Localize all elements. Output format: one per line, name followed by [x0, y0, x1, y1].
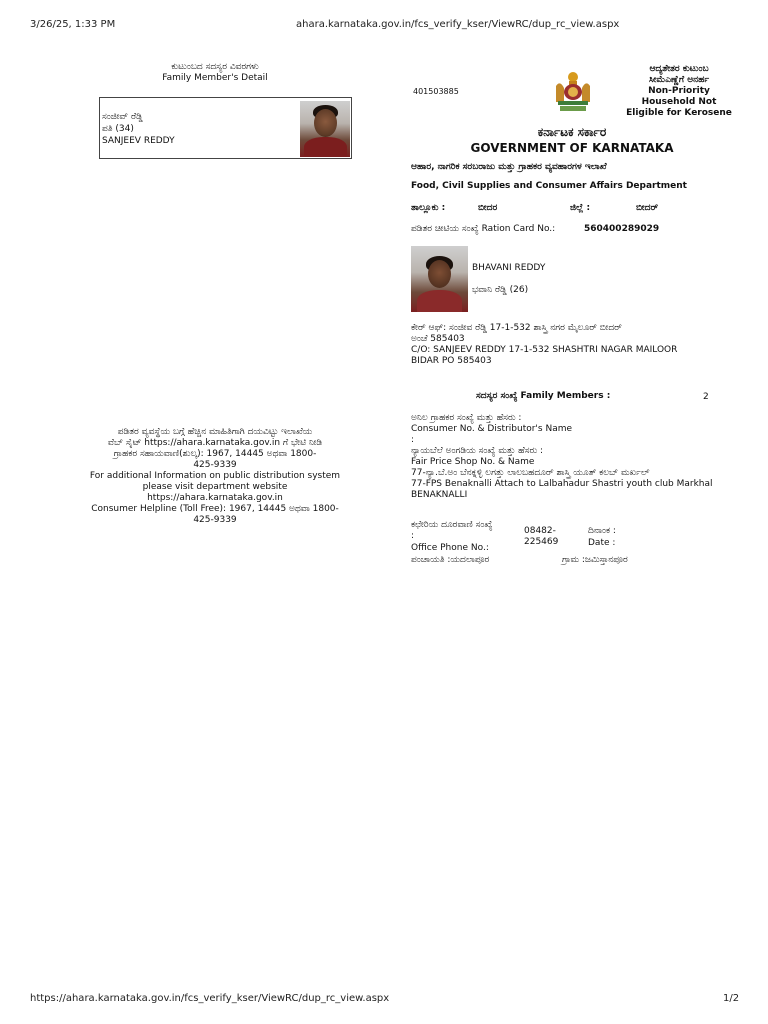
- address-en-1: C/O: SANJEEV REDDY 17-1-532 SHASHTRI NAGAR MAILOOR: [411, 345, 678, 355]
- taluk-label: ತಾಲ್ಲೂಕು :: [411, 203, 446, 213]
- head-name-kn-age: ಭವಾನಿ ರೆಡ್ಡಿ (26): [472, 285, 529, 295]
- department-kn: ಆಹಾರ, ನಾಗರಿಕ ಸರಬರಾಜು ಮತ್ತು ಗ್ರಾಹಕರ ವ್ಯವಹಾರಗಳ ಇಲಾಖೆ: [411, 162, 607, 172]
- print-page-number: 1/2: [723, 993, 740, 1004]
- village: ಗ್ರಾಮ :ಜಮಿಸ್ತಾನಪೂರ: [562, 555, 628, 565]
- panchayat: ಪಂಚಾಯತಿ :ಯದಲಾಪೂರ: [411, 555, 490, 565]
- office-phone-label-kn: ಕಛೇರಿಯ ದೂರವಾಣಿ ಸಂಖ್ಯೆ: [411, 520, 493, 530]
- family-members-label: ಸದಸ್ಯರ ಸಂಖ್ಯೆ Family Members :: [476, 391, 611, 401]
- fps-label-en: Fair Price Shop No. & Name: [411, 457, 535, 467]
- category-en-2: Household Not: [641, 97, 717, 107]
- family-detail-title-kn: ಕುಟುಂಬದ ಸದಸ್ಯರ ವಿವರಗಳು: [171, 62, 259, 72]
- category-block: [620, 64, 738, 119]
- date-label-kn: ದಿನಾಂಕ :: [588, 526, 616, 536]
- district-value: ಬೀದರ್: [636, 203, 659, 213]
- address-kn-1: ಕೇರ್ ಆಫ್: ಸಂಜೀವ ರೆಡ್ಡಿ 17-1-532 ಶಾಸ್ತ್ರಿ ನಗರ ಮೈಲೂರ್ ಬೀದರ್: [411, 323, 622, 333]
- office-phone-value-2: 225469: [524, 537, 559, 547]
- government-en: GOVERNMENT OF KARNATAKA: [470, 141, 674, 155]
- print-datetime: 3/26/25, 1:33 PM: [30, 19, 116, 30]
- department-en: Food, Civil Supplies and Consumer Affairs Department: [411, 181, 687, 191]
- consumer-label-kn: ಅನಿಲ ಗ್ರಾಹಕರ ಸಂಖ್ಯೆ ಮತ್ತು ಹೆಸರು :: [411, 413, 522, 423]
- government-kn: ಕರ್ನಾಟಕ ಸರ್ಕಾರ: [537, 125, 607, 139]
- fps-value-kn: 77-ನ್ಯಾ.ಬೆ.ಅಂ ಬೆನಕ್ನಳ್ಳಿ ಲಗತ್ತು ಲಾಲಬಹದೂರ್ ಶಾಸ್ತ್ರಿ ಯೂತ್ ಕಲಬ್ ಮರ್ಖಲ್: [411, 468, 650, 478]
- family-detail-title-en: Family Member's Detail: [162, 73, 268, 83]
- info-en-4: Consumer Helpline (Toll Free): 1967, 14445 ಅಥವಾ 1800-: [91, 504, 339, 514]
- fps-value-en-1: 77-FPS Benaknalli Attach to Lalbahadur Shastri youth club Markhal: [411, 479, 713, 489]
- info-en-2: please visit department website: [142, 482, 288, 492]
- office-phone-value-1: 08482-: [524, 526, 556, 536]
- head-name-en: BHAVANI REDDY: [472, 263, 546, 273]
- info-en-1: For additional Information on public distribution system: [89, 471, 341, 481]
- info-en-5: 425-9339: [193, 515, 237, 525]
- address-en-2: BIDAR PO 585403: [411, 356, 492, 366]
- category-kn-1: ಆದ್ಯತೇತರ ಕುಟುಂಬ: [649, 64, 709, 74]
- fps-value-en-2: BENAKNALLI: [411, 490, 468, 500]
- address-kn-2: ಅಂಚೆ 585403: [411, 334, 465, 344]
- consumer-label-en: Consumer No. & Distributor's Name: [411, 424, 573, 434]
- member-photo-icon: [300, 101, 350, 157]
- office-phone-colon: :: [411, 531, 415, 541]
- district-label: ಜಿಲ್ಲೆ :: [570, 203, 591, 213]
- info-kn-1: ಪಡಿತರ ವ್ಯವಸ್ಥೆಯ ಬಗ್ಗೆ ಹೆಚ್ಚಿನ ಮಾಹಿತಿಗಾಗಿ ದಯವಿಟ್ಟು ಇಲಾಖೆಯ: [117, 427, 313, 437]
- head-photo-icon: [411, 246, 468, 312]
- card-reference: 401503885: [413, 87, 459, 96]
- category-en-1: Non-Priority: [648, 86, 710, 96]
- ration-card-label: ಪಡಿತರ ಚೀಟಿಯ ಸಂಖ್ಯೆ Ration Card No.:: [411, 224, 556, 234]
- info-kn-2: ವೆಬ್ ಸೈಟ್ https://ahara.karnataka.gov.in ಗೆ ಭೇಟಿ ನೀಡಿ: [107, 438, 323, 448]
- member-card: [99, 97, 352, 159]
- address-block: [411, 323, 711, 367]
- ration-card-number: 560400289029: [584, 224, 660, 234]
- date-label-en: Date :: [588, 538, 616, 548]
- print-header-url: ahara.karnataka.gov.in/fcs_verify_kser/ViewRC/dup_rc_view.aspx: [296, 19, 620, 30]
- consumer-colon: :: [411, 435, 415, 445]
- family-members-count: 2: [703, 392, 709, 402]
- taluk-value: ಬೀದರ: [478, 203, 498, 213]
- info-kn-3: ಗ್ರಾಹಕರ ಸಹಾಯವಾಣಿ(ಶುಲ್ಕ): 1967, 14445 ಅಥವಾ 1800-: [113, 449, 317, 459]
- karnataka-emblem-icon: [552, 70, 594, 114]
- info-en-3: https://ahara.karnataka.gov.in: [147, 493, 283, 503]
- consumer-block: [411, 413, 731, 501]
- member-relation-age: ಪತಿ (34): [102, 124, 134, 134]
- info-kn-4: 425-9339: [193, 460, 237, 470]
- print-footer-url: https://ahara.karnataka.gov.in/fcs_verify_kser/ViewRC/dup_rc_view.aspx: [30, 993, 390, 1004]
- category-kn-2: ಸೀಮೆಎಣ್ಣೆಗೆ ಅನರ್ಹ: [648, 75, 710, 85]
- family-detail-title: [100, 62, 330, 84]
- fps-label-kn: ನ್ಯಾಯಬೆಲೆ ಅಂಗಡಿಯ ಸಂಖ್ಯೆ ಮತ್ತು ಹೆಸರು :: [411, 446, 544, 456]
- info-block: [78, 427, 352, 526]
- member-name-en: SANJEEV REDDY: [102, 136, 175, 146]
- member-name-kn: ಸಂಜೀವ್ ರೆಡ್ಡಿ: [102, 112, 143, 122]
- office-phone-label-en: Office Phone No.:: [411, 543, 489, 553]
- category-en-3: Eligible for Kerosene: [626, 108, 732, 118]
